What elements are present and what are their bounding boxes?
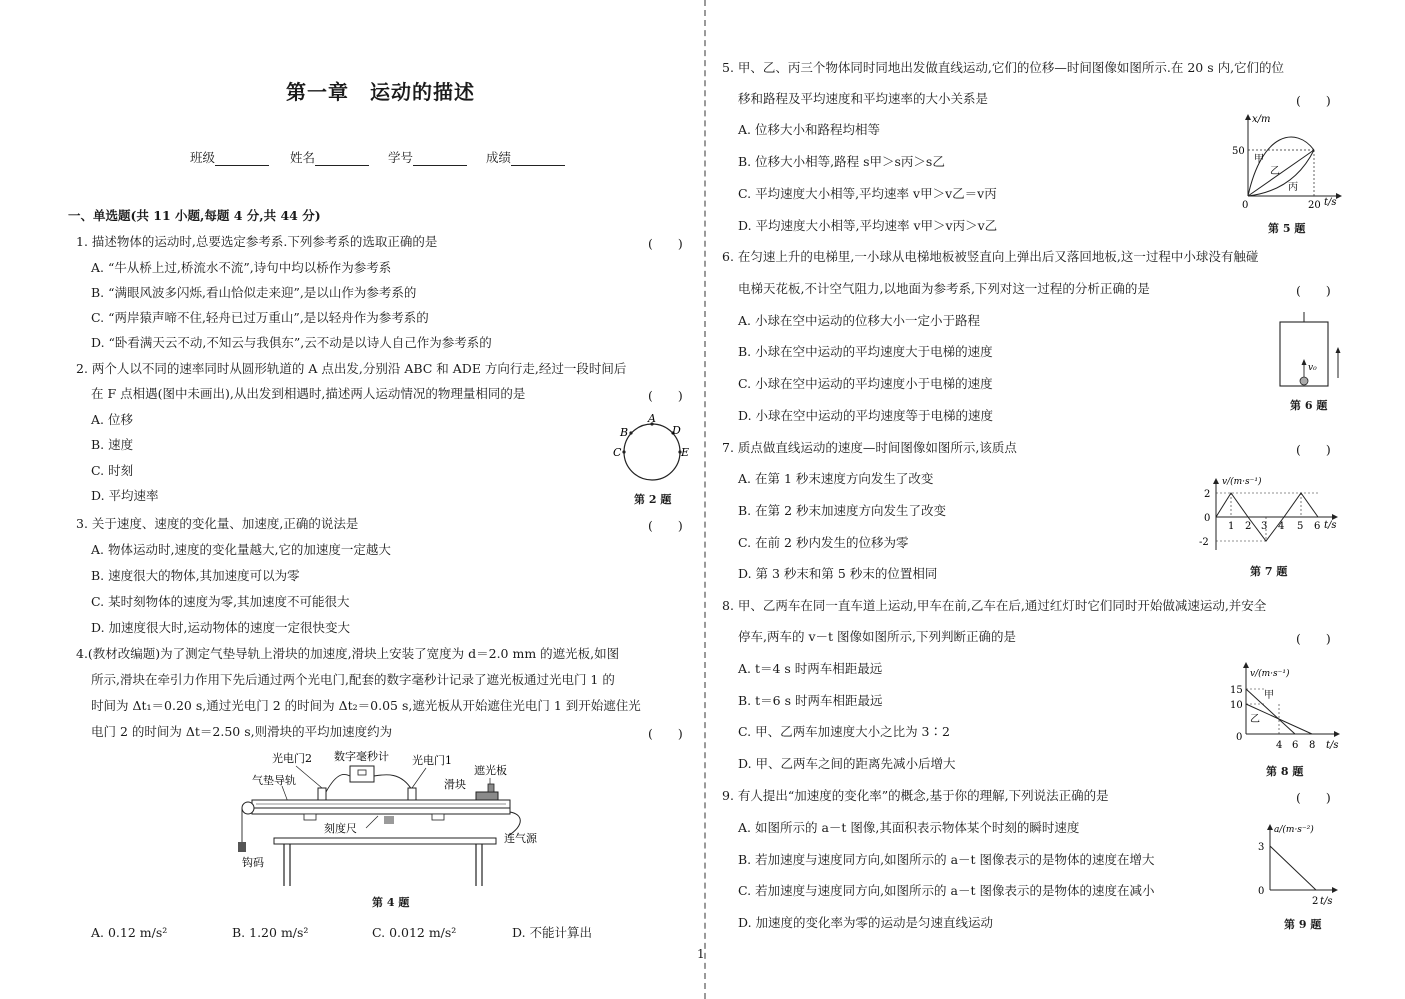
number-label: 学号 [388, 150, 414, 165]
q5-option-a: A. 位移大小和路程均相等 [738, 122, 880, 137]
q8-x-tick-6: 6 [1292, 740, 1299, 751]
q1-option-d: D. “卧看满天云不动,不知云与我俱东”,云不动是以诗人自己作为参考系的 [91, 335, 492, 350]
slider-label: 滑块 [444, 778, 466, 791]
q5-label-yi: 乙 [1270, 166, 1280, 177]
name-blank[interactable] [315, 153, 369, 166]
q8-option-b: B. t＝6 s 时两车相距最远 [738, 693, 883, 708]
name-label: 姓名 [290, 150, 316, 165]
q8-label-jia: 甲 [1264, 690, 1274, 701]
q5-y-tick-50: 50 [1232, 146, 1245, 157]
q5-figure-caption: 第 5 题 [1268, 222, 1306, 235]
q1-option-a: A. “牛从桥上过,桥流水不流”,诗句中均以桥作为参考系 [91, 260, 392, 275]
class-field [190, 150, 269, 166]
q1-answer-paren[interactable]: ( ) [648, 236, 683, 251]
q9-y-tick-3: 3 [1258, 842, 1265, 853]
q1-option-c: C. “两岸猿声啼不住,轻舟已过万重山”,是以轻舟作为参考系的 [91, 310, 429, 325]
q5-label-jia: 甲 [1254, 154, 1264, 165]
v0-label: v₀ [1308, 363, 1317, 373]
q8-ylabel: v/(m·s⁻¹) [1250, 669, 1290, 679]
q6-option-c: C. 小球在空中运动的平均速度小于电梯的速度 [738, 376, 993, 391]
score-blank[interactable] [511, 153, 565, 166]
point-b-label: B [620, 426, 629, 439]
q7-option-a: A. 在第 1 秒末速度方向发生了改变 [738, 471, 934, 486]
q2-stem-line1: 2. 两个人以不同的速率同时从圆形轨道的 A 点出发,分别沿 ABC 和 ADE 方向行走,经过一段时间后 [76, 361, 627, 376]
q2-circle-figure [604, 410, 700, 492]
q3-stem: 3. 关于速度、速度的变化量、加速度,正确的说法是 [76, 516, 359, 531]
q3-answer-paren[interactable]: ( ) [648, 518, 683, 533]
ball [1300, 377, 1308, 385]
q2-answer-paren[interactable]: ( ) [648, 388, 683, 403]
hanging-weight [238, 842, 246, 852]
q5-option-d: D. 平均速度大小相等,平均速率 v甲＞v丙＞v乙 [738, 218, 998, 233]
q5-label-bing: 丙 [1288, 182, 1298, 193]
q5-xlabel: t/s [1324, 197, 1337, 208]
q6-stem-line1: 6. 在匀速上升的电梯里,一小球从电梯地板被竖直向上弹出后又落回地板,这一过程中小球没有触碰 [722, 249, 1259, 264]
q7-x-tick-6: 6 [1314, 521, 1321, 532]
q9-x-tick-2: 2 [1312, 896, 1319, 907]
q4-stem-line4: 电门 2 的时间为 Δt＝2.50 s,则滑块的平均加速度约为 [91, 724, 393, 739]
q2-option-d: D. 平均速率 [91, 488, 159, 503]
q7-stem: 7. 质点做直线运动的速度—时间图像如图所示,该质点 [722, 440, 1017, 455]
q7-ylabel: v/(m·s⁻¹) [1222, 477, 1262, 487]
q8-figure-caption: 第 8 题 [1266, 765, 1304, 778]
q8-option-c: C. 甲、乙两车加速度大小之比为 3∶2 [738, 724, 950, 739]
q8-x-tick-4: 4 [1276, 740, 1283, 751]
page-number: 1 [697, 947, 705, 961]
q8-y-tick-10: 10 [1230, 700, 1243, 711]
q9-origin: 0 [1258, 886, 1265, 897]
number-blank[interactable] [413, 153, 467, 166]
q7-xlabel: t/s [1324, 520, 1337, 531]
q7-option-b: B. 在第 2 秒末加速度方向发生了改变 [738, 503, 947, 518]
score-field [486, 150, 565, 166]
point-e-label: E [681, 446, 690, 459]
point-a-label: A [648, 412, 656, 425]
q6-figure-caption: 第 6 题 [1290, 399, 1328, 412]
q5-stem-line2: 移和路程及平均速度和平均速率的大小关系是 [738, 91, 989, 106]
q4-answer-paren[interactable]: ( ) [648, 726, 683, 741]
q7-x-tick-4: 4 [1278, 521, 1285, 532]
q8-vt-graph [1226, 660, 1346, 756]
q7-option-d: D. 第 3 秒末和第 5 秒末的位置相同 [738, 566, 938, 581]
chapter-title: 第一章 运动的描述 [286, 80, 475, 104]
air-source-label: 连气源 [504, 832, 537, 845]
q2-option-c: C. 时刻 [91, 463, 134, 478]
timer-label: 数字毫秒计 [334, 750, 389, 763]
q4-option-a: A. 0.12 m/s² [91, 925, 168, 940]
q7-option-c: C. 在前 2 秒内发生的位移为零 [738, 535, 909, 550]
q2-figure-caption: 第 2 题 [634, 493, 672, 506]
name-field [290, 150, 369, 166]
q9-answer-paren[interactable]: ( ) [1296, 790, 1331, 805]
q7-x-tick-5: 5 [1297, 521, 1304, 532]
q4-air-track-figure [226, 744, 556, 890]
section-heading: 一、单选题(共 11 小题,每题 4 分,共 44 分) [68, 208, 321, 223]
q3-option-b: B. 速度很大的物体,其加速度可以为零 [91, 568, 300, 583]
q5-option-b: B. 位移大小相等,路程 s甲＞s丙＞s乙 [738, 154, 945, 169]
pulley [242, 802, 254, 814]
q5-xt-graph [1226, 112, 1342, 210]
q8-y-tick-15: 15 [1230, 685, 1243, 696]
q5-option-c: C. 平均速度大小相等,平均速率 v甲＞v乙＝v丙 [738, 186, 997, 201]
q6-option-b: B. 小球在空中运动的平均速度大于电梯的速度 [738, 344, 993, 359]
point-d-label: D [672, 424, 681, 437]
class-blank[interactable] [215, 153, 269, 166]
q4-stem-line3: 时间为 Δt₁＝0.20 s,通过光电门 2 的时间为 Δt₂＝0.05 s,遮光板从开始遮住光电门 1 到开始遮住光 [91, 698, 641, 713]
upward-arrow [1336, 347, 1341, 353]
q7-x-tick-2: 2 [1245, 521, 1252, 532]
q9-option-a: A. 如图所示的 a－t 图像,其面积表示物体某个时刻的瞬时速度 [738, 820, 1080, 835]
score-label: 成绩 [486, 150, 512, 165]
q9-at-graph [1254, 820, 1346, 908]
q3-option-c: C. 某时刻物体的速度为零,其加速度不可能很大 [91, 594, 350, 609]
column-divider [704, 0, 706, 999]
q4-option-c: C. 0.012 m/s² [372, 925, 457, 940]
rail-label: 气垫导轨 [252, 774, 296, 787]
q9-xlabel: t/s [1320, 896, 1333, 907]
q6-option-d: D. 小球在空中运动的平均速度等于电梯的速度 [738, 408, 994, 423]
q7-vt-graph [1198, 474, 1344, 556]
q5-answer-paren[interactable]: ( ) [1296, 93, 1331, 108]
q2-option-a: A. 位移 [91, 412, 133, 427]
timer-box [350, 766, 374, 782]
number-field [388, 150, 467, 166]
q4-figure-caption: 第 4 题 [372, 896, 410, 909]
q7-x-tick-1: 1 [1228, 521, 1235, 532]
q6-answer-paren[interactable]: ( ) [1296, 283, 1331, 298]
q8-stem-line1: 8. 甲、乙两车在同一直车道上运动,甲车在前,乙车在后,通过红灯时它们同时开始做减速运动,并安全 [722, 598, 1267, 613]
q7-x-tick-3: 3 [1261, 521, 1268, 532]
point-c-label: C [613, 446, 622, 459]
q2-stem-line2: 在 F 点相遇(图中未画出),从出发到相遇时,描述两人运动情况的物理量相同的是 [91, 386, 526, 401]
q9-option-b: B. 若加速度与速度同方向,如图所示的 a－t 图像表示的是物体的速度在增大 [738, 852, 1155, 867]
class-label: 班级 [190, 150, 216, 165]
q9-acceleration-line [1270, 846, 1316, 890]
ruler-label: 刻度尺 [324, 822, 357, 835]
q9-stem: 9. 有人提出“加速度的变化率”的概念,基于你的理解,下列说法正确的是 [722, 788, 1109, 803]
q5-stem-line1: 5. 甲、乙、丙三个物体同时同地出发做直线运动,它们的位移—时间图像如图所示.在 20 s 内,它们的位 [722, 60, 1285, 75]
q8-stem-line2: 停车,两车的 v－t 图像如图所示,下列判断正确的是 [738, 629, 1016, 644]
q8-option-d: D. 甲、乙两车之间的距离先减小后增大 [738, 756, 956, 771]
lab-table [274, 838, 496, 844]
q3-option-a: A. 物体运动时,速度的变化量越大,它的加速度一定越大 [91, 542, 391, 557]
q6-elevator-figure [1272, 312, 1346, 394]
q4-stem-line2: 所示,滑块在牵引力作用下先后通过两个光电门,配套的数字毫秒计记录了遮光板通过光电门 1 的 [91, 672, 615, 687]
q3-option-d: D. 加速度很大时,运动物体的速度一定很快变大 [91, 620, 350, 635]
q7-y-tick-neg2: -2 [1199, 537, 1209, 548]
q6-stem-line2: 电梯天花板,不计空气阻力,以地面为参考系,下列对这一过程的分析正确的是 [738, 281, 1150, 296]
q8-origin: 0 [1236, 732, 1243, 743]
q8-xlabel: t/s [1326, 740, 1339, 751]
q8-option-a: A. t＝4 s 时两车相距最远 [738, 661, 883, 676]
q7-y-tick-2: 2 [1204, 489, 1211, 500]
q1-stem: 1. 描述物体的运动时,总要选定参考系.下列参考系的选取正确的是 [76, 234, 438, 249]
q8-answer-paren[interactable]: ( ) [1296, 631, 1331, 646]
shade-label: 遮光板 [474, 764, 507, 777]
q9-option-c: C. 若加速度与速度同方向,如图所示的 a－t 图像表示的是物体的速度在减小 [738, 883, 1155, 898]
q7-y-tick-0: 0 [1204, 513, 1211, 524]
q6-option-a: A. 小球在空中运动的位移大小一定小于路程 [738, 313, 980, 328]
q9-option-d: D. 加速度的变化率为零的运动是匀速直线运动 [738, 915, 994, 930]
q4-option-d: D. 不能计算出 [512, 925, 593, 940]
q1-option-b: B. “满眼风波多闪烁,看山恰似走来迎”,是以山作为参考系的 [91, 285, 417, 300]
weight-label: 钩码 [242, 856, 264, 869]
gate2-label: 光电门2 [272, 752, 312, 765]
q9-figure-caption: 第 9 题 [1284, 918, 1322, 931]
q7-answer-paren[interactable]: ( ) [1296, 442, 1331, 457]
q8-x-tick-8: 8 [1309, 740, 1316, 751]
q4-stem-line1: 4.(教材改编题)为了测定气垫导轨上滑块的加速度,滑块上安装了宽度为 d＝2.0 mm 的遮光板,如图 [76, 646, 620, 661]
q2-option-b: B. 速度 [91, 437, 134, 452]
q4-option-b: B. 1.20 m/s² [232, 925, 309, 940]
q5-origin: 0 [1242, 200, 1249, 210]
q5-ylabel: x/m [1252, 114, 1271, 125]
q9-ylabel: a/(m·s⁻²) [1274, 825, 1314, 835]
q7-figure-caption: 第 7 题 [1250, 565, 1288, 578]
gate1-label: 光电门1 [412, 754, 452, 767]
q8-label-yi: 乙 [1250, 714, 1260, 725]
q5-x-tick-20: 20 [1308, 200, 1321, 210]
